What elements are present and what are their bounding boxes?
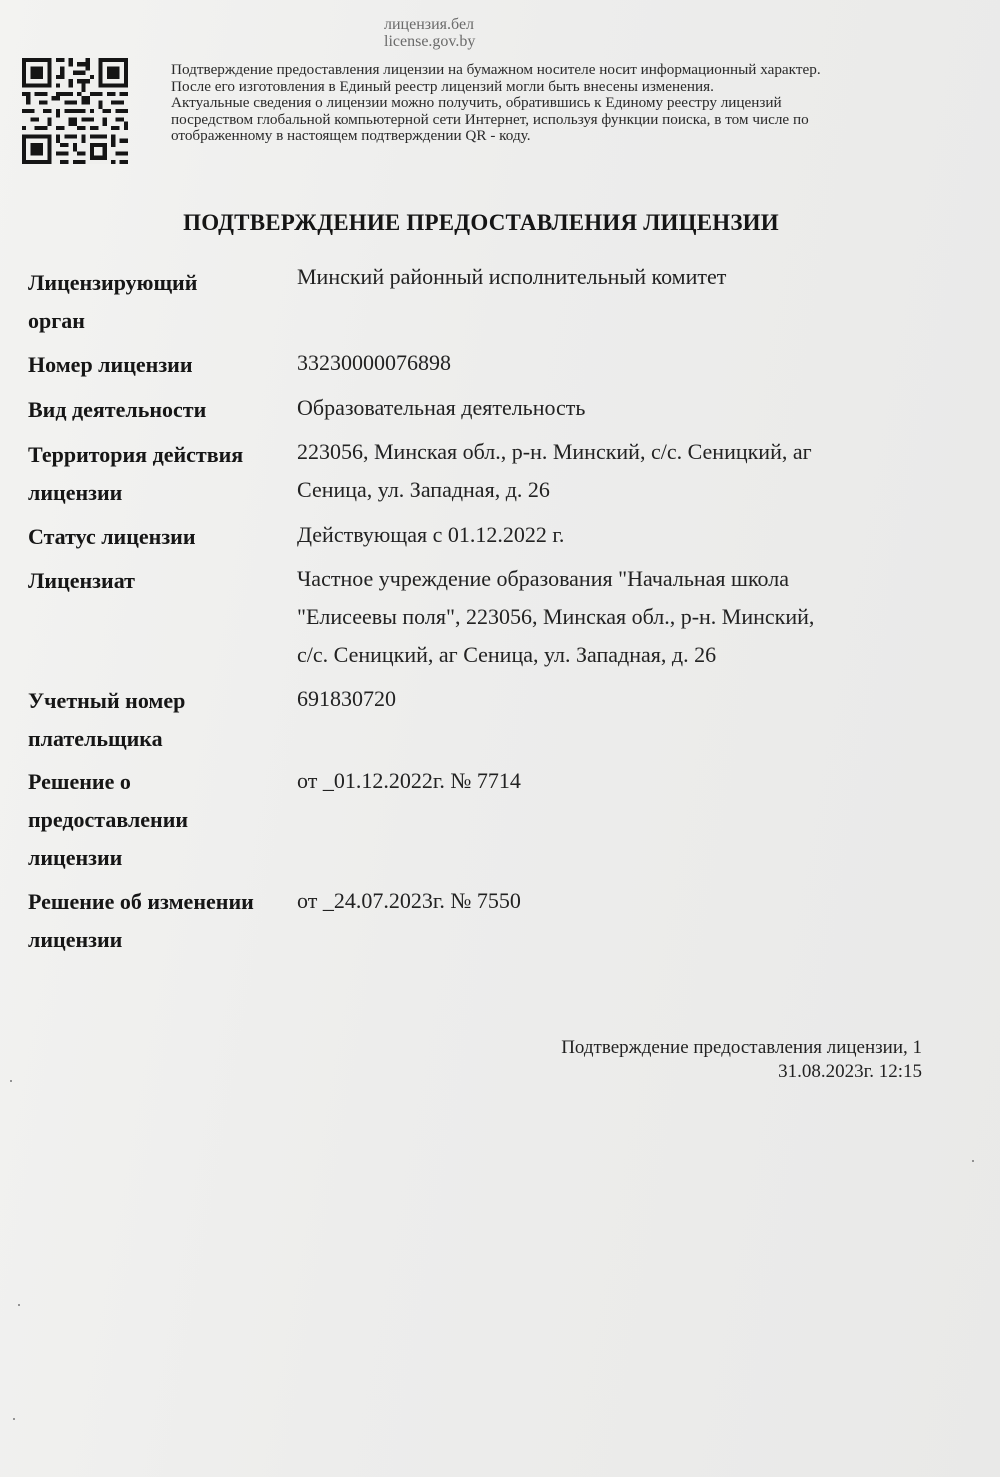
site-address: [384, 16, 475, 50]
value-grant-decision: [297, 762, 917, 800]
label-line: Статус лицензии: [28, 524, 196, 549]
label-licensing-authority: [28, 264, 290, 340]
label-grant-decision: [28, 763, 290, 877]
label-line: Учетный номер: [28, 688, 186, 713]
document-title: ПОДТВЕРЖДЕНИЕ ПРЕДОСТАВЛЕНИЯ ЛИЦЕНЗИИ: [183, 210, 779, 235]
page-footer: [561, 1036, 922, 1084]
label-line: лицензии: [28, 845, 123, 870]
paper-speck: [18, 1304, 20, 1306]
value-line: от _01.12.2022г. № 7714: [297, 768, 521, 793]
label-line: предоставлении: [28, 807, 189, 832]
value-license-number: [297, 344, 917, 382]
label-change-decision: [28, 883, 290, 959]
value-activity-type: [297, 389, 917, 427]
label-line: Номер лицензии: [28, 352, 193, 377]
label-line: Решение об изменении: [28, 889, 254, 914]
label-line: лицензии: [28, 480, 123, 505]
value-line: Минский районный исполнительный комитет: [297, 264, 727, 289]
value-line: Образовательная деятельность: [297, 395, 586, 420]
value-line: Сеница, ул. Западная, д. 26: [297, 477, 550, 502]
qr-code-icon: [22, 58, 128, 164]
value-line: 223056, Минская обл., р-н. Минский, с/с. Сеницкий, аг: [297, 439, 812, 464]
label-line: лицензии: [28, 927, 123, 952]
value-change-decision: [297, 882, 917, 920]
value-line: Действующая с 01.12.2022 г.: [297, 522, 565, 547]
label-line: Территория действия: [28, 442, 244, 467]
footer-timestamp: 31.08.2023г. 12:15: [778, 1061, 922, 1082]
value-taxpayer-number: [297, 680, 917, 718]
label-line: Лицензирующий: [28, 270, 198, 295]
notice-line: После его изготовления в Единый реестр лицензий могли быть внесены изменения.: [171, 77, 714, 95]
value-line: от _24.07.2023г. № 7550: [297, 888, 521, 913]
value-licensee: [297, 560, 917, 674]
value-line: 691830720: [297, 686, 396, 711]
value-line: "Елисеевы поля", 223056, Минская обл., р-н. Минский,: [297, 604, 815, 629]
label-line: плательщика: [28, 726, 163, 751]
paper-speck: [972, 1160, 974, 1162]
label-line: Вид деятельности: [28, 397, 207, 422]
value-license-status: [297, 516, 917, 554]
label-license-territory: [28, 436, 290, 512]
site-domain-latin[interactable]: license.gov.by: [384, 33, 476, 50]
value-line: 33230000076898: [297, 350, 451, 375]
label-license-number: [28, 346, 290, 384]
value-license-territory: [297, 433, 917, 509]
paper-speck: [13, 1418, 15, 1420]
notice-line: отображенному в настоящем подтверждении QR - коду.: [171, 127, 531, 144]
notice-line: Подтверждение предоставления лицензии на бумажном носителе носит информационный характер.: [171, 61, 821, 78]
value-licensing-authority: [297, 258, 917, 296]
label-taxpayer-number: [28, 682, 290, 758]
label-line: Лицензиат: [28, 568, 135, 593]
notice-line: Актуальные сведения о лицензии можно получить, обратившись к Единому реестру лицензий: [171, 94, 782, 111]
footer-document-page: Подтверждение предоставления лицензии, 1: [561, 1037, 922, 1058]
paper-speck: [10, 1080, 12, 1082]
info-notice: [171, 62, 971, 145]
label-licensee: [28, 562, 290, 600]
label-line: Решение о: [28, 769, 131, 794]
label-activity-type: [28, 391, 290, 429]
value-line: с/с. Сеницкий, аг Сеница, ул. Западная, д. 26: [297, 642, 717, 667]
label-license-status: [28, 518, 290, 556]
label-line: орган: [28, 308, 85, 333]
notice-line: посредством глобальной компьютерной сети Интернет, используя функции поиска, в том числе по: [171, 110, 809, 128]
site-domain-cyrillic[interactable]: лицензия.бел: [384, 16, 475, 33]
value-line: Частное учреждение образования "Начальная школа: [297, 566, 790, 591]
